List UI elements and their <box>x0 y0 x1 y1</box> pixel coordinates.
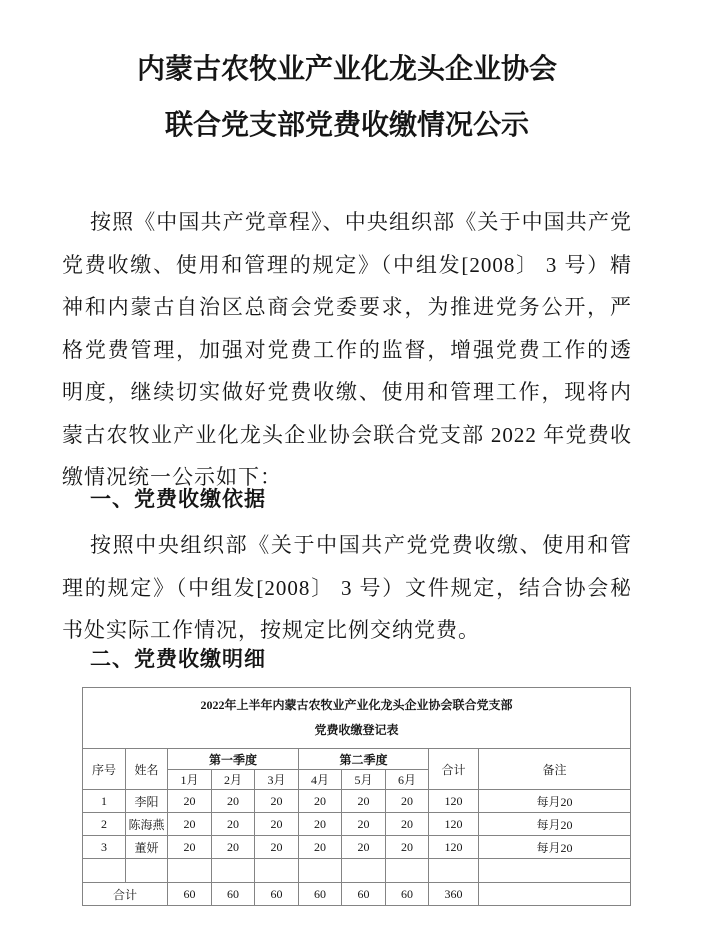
col-header-note: 备注 <box>479 749 631 790</box>
total-row-label: 合计 <box>83 883 168 906</box>
col-header-month-1: 1月 <box>168 770 212 790</box>
cell-month-6: 20 <box>386 790 429 813</box>
cell-empty <box>83 859 126 883</box>
table-empty-row <box>83 859 631 883</box>
total-month-5: 60 <box>342 883 386 906</box>
cell-month-1: 20 <box>168 790 212 813</box>
cell-empty <box>126 859 168 883</box>
cell-name: 陈海燕 <box>126 813 168 836</box>
cell-month-3: 20 <box>255 836 299 859</box>
cell-empty <box>479 859 631 883</box>
table-row <box>83 790 631 813</box>
cell-no: 3 <box>83 836 126 859</box>
col-header-month-3: 3月 <box>255 770 299 790</box>
total-month-6: 60 <box>386 883 429 906</box>
cell-month-6: 20 <box>386 836 429 859</box>
cell-name: 李阳 <box>126 790 168 813</box>
cell-note: 每月20 <box>479 790 631 813</box>
cell-month-3: 20 <box>255 813 299 836</box>
fee-registration-table <box>82 687 631 906</box>
cell-month-2: 20 <box>212 836 255 859</box>
table-total-row <box>83 883 631 906</box>
total-month-1: 60 <box>168 883 212 906</box>
cell-empty <box>168 859 212 883</box>
col-header-no: 序号 <box>83 749 126 790</box>
cell-no: 1 <box>83 790 126 813</box>
cell-empty <box>342 859 386 883</box>
total-month-2: 60 <box>212 883 255 906</box>
total-note <box>479 883 631 906</box>
cell-month-4: 20 <box>299 790 342 813</box>
section-2-heading: 二、党费收缴明细 <box>90 647 266 671</box>
cell-month-3: 20 <box>255 790 299 813</box>
cell-month-4: 20 <box>299 836 342 859</box>
document-title <box>62 42 632 154</box>
col-header-month-6: 6月 <box>386 770 429 790</box>
cell-note: 每月20 <box>479 813 631 836</box>
document-title-line-2: 联合党支部党费收缴情况公示 <box>164 110 529 141</box>
table-title-line-1: 2022年上半年内蒙古农牧业产业化龙头企业协会联合党支部 <box>200 698 513 712</box>
cell-note: 每月20 <box>479 836 631 859</box>
cell-empty <box>299 859 342 883</box>
cell-total: 120 <box>429 790 479 813</box>
table-row <box>83 836 631 859</box>
cell-empty <box>386 859 429 883</box>
section-1-paragraph: 按照中央组织部《关于中国共产党党费收缴、使用和管理的规定》（中组发[2008〕 3 号）文件规定，结合协会秘书处实际工作情况，按规定比例交纳党费。 <box>62 533 632 642</box>
cell-month-5: 20 <box>342 836 386 859</box>
table-title-row <box>83 688 631 749</box>
col-header-quarter-2: 第二季度 <box>299 749 429 770</box>
table-title-line-2: 党费收缴登记表 <box>314 723 399 737</box>
cell-month-2: 20 <box>212 790 255 813</box>
table-title <box>83 688 631 749</box>
cell-total: 120 <box>429 836 479 859</box>
total-month-4: 60 <box>299 883 342 906</box>
cell-month-5: 20 <box>342 813 386 836</box>
total-sum: 360 <box>429 883 479 906</box>
cell-month-4: 20 <box>299 813 342 836</box>
cell-empty <box>212 859 255 883</box>
table-row <box>83 813 631 836</box>
col-header-month-2: 2月 <box>212 770 255 790</box>
cell-total: 120 <box>429 813 479 836</box>
intro-paragraph: 按照《中国共产党章程》、中央组织部《关于中国共产党党费收缴、使用和管理的规定》（中组发[2008〕 3 号）精神和内蒙古自治区总商会党委要求，为推进党务公开，严格党费管理，加强对党费工作的监督，增强党费工作的透明度，继续切实做好党费收缴、使用和管理工作，现将内蒙古农牧业产业化龙头企业协会联合党支部 2022 年党费收缴情况统一公示如下： <box>62 210 632 489</box>
table-header-row-1 <box>83 749 631 770</box>
cell-month-2: 20 <box>212 813 255 836</box>
col-header-month-4: 4月 <box>299 770 342 790</box>
col-header-month-5: 5月 <box>342 770 386 790</box>
cell-month-1: 20 <box>168 836 212 859</box>
cell-no: 2 <box>83 813 126 836</box>
document-title-line-1: 内蒙古农牧业产业化龙头企业协会 <box>136 54 557 85</box>
cell-month-5: 20 <box>342 790 386 813</box>
col-header-quarter-1: 第一季度 <box>168 749 299 770</box>
cell-month-1: 20 <box>168 813 212 836</box>
col-header-total: 合计 <box>429 749 479 790</box>
cell-month-6: 20 <box>386 813 429 836</box>
cell-name: 董妍 <box>126 836 168 859</box>
cell-empty <box>255 859 299 883</box>
section-1-heading: 一、党费收缴依据 <box>90 487 266 511</box>
col-header-name: 姓名 <box>126 749 168 790</box>
total-month-3: 60 <box>255 883 299 906</box>
cell-empty <box>429 859 479 883</box>
